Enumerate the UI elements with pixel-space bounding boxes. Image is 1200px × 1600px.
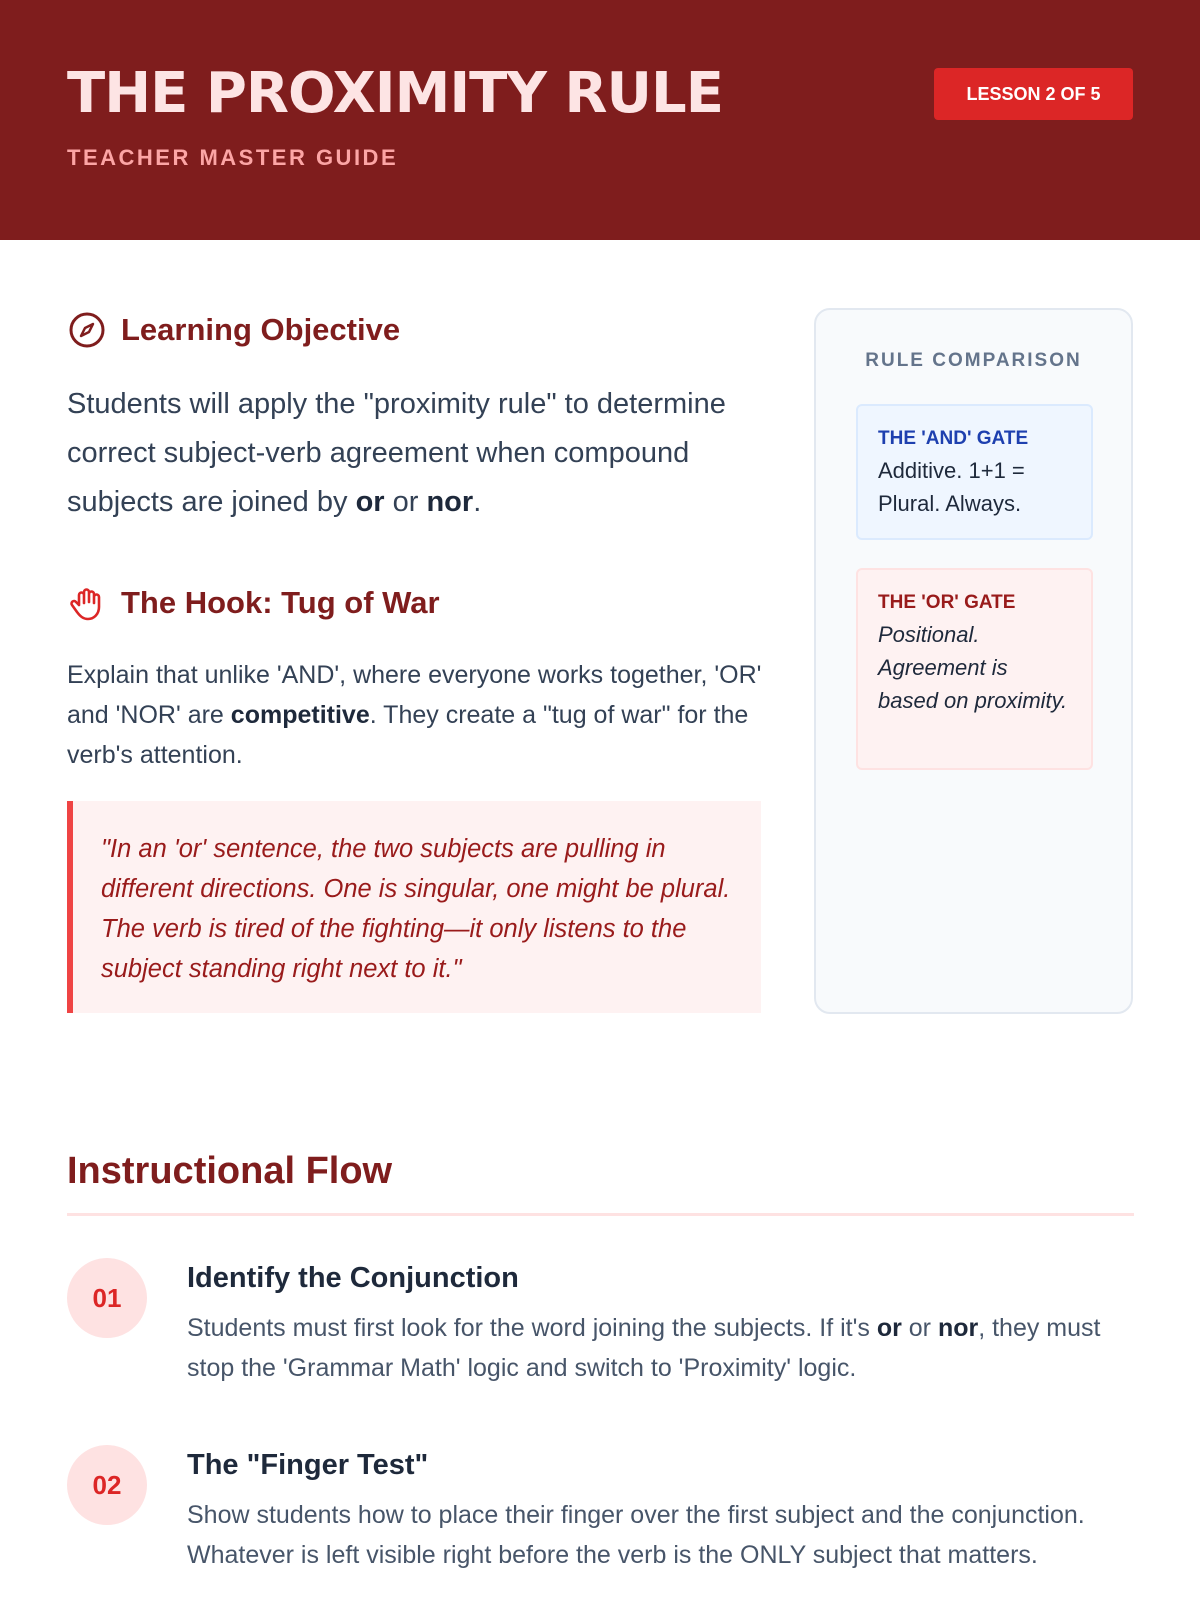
- or-gate-title: THE 'OR' GATE: [878, 592, 1016, 613]
- hook-heading-label: The Hook: Tug of War: [121, 585, 440, 620]
- and-gate-card: [856, 404, 1093, 540]
- divider: [67, 1213, 1134, 1216]
- or-gate-card: [856, 568, 1093, 770]
- keyword-or: or: [355, 486, 385, 518]
- step-body: Show students how to place their finger over the first subject and the conjunction. Whatever is left visible right before the verb is the ONLY subject that matters.: [187, 1501, 1085, 1569]
- step-title: The "Finger Test": [187, 1449, 429, 1481]
- rule-comparison-panel: [814, 308, 1133, 1014]
- objective-heading-label: Learning Objective: [121, 312, 401, 347]
- hook-quote: "In an 'or' sentence, the two subjects are pulling in different directions. One is singular, one might be plural. The verb is tired of the fighting—it only listens to the subject standing right next to it.": [67, 801, 761, 1013]
- lesson-badge: LESSON 2 OF 5: [934, 68, 1133, 120]
- and-gate-title: THE 'AND' GATE: [878, 428, 1029, 449]
- instructional-flow-title: Instructional Flow: [67, 1150, 393, 1192]
- keyword-nor: nor: [426, 486, 474, 518]
- rule-comparison-title: RULE COMPARISON: [865, 350, 1082, 371]
- hand-icon: [67, 583, 107, 623]
- or-gate-desc: Positional. Agreement is based on proximity.: [878, 622, 1068, 713]
- objective-text: Students will apply the "proximity rule" to determine correct subject-verb agreement when compound subjects are joined by or or nor.: [67, 388, 726, 518]
- page-title: THE PROXIMITY RULE: [67, 61, 723, 126]
- page-subtitle: TEACHER MASTER GUIDE: [67, 145, 399, 170]
- hook-text: Explain that unlike 'AND', where everyone works together, 'OR' and 'NOR' are competitive. They create a "tug of war" for the verb's attention.: [67, 661, 762, 769]
- step-body: Students must first look for the word joining the subjects. If it's or or nor, they must stop the 'Grammar Math' logic and switch to 'Proximity' logic.: [187, 1314, 1101, 1382]
- header-banner: [0, 0, 1200, 240]
- step-number: 01: [67, 1258, 147, 1338]
- step-number: 02: [67, 1445, 147, 1525]
- compass-icon: [67, 310, 107, 350]
- step-title: Identify the Conjunction: [187, 1262, 519, 1294]
- hook-heading: [67, 583, 440, 623]
- and-gate-desc: Additive. 1+1 = Plural. Always.: [878, 458, 1025, 516]
- objective-heading: [67, 310, 400, 350]
- keyword-competitive: competitive: [230, 701, 370, 729]
